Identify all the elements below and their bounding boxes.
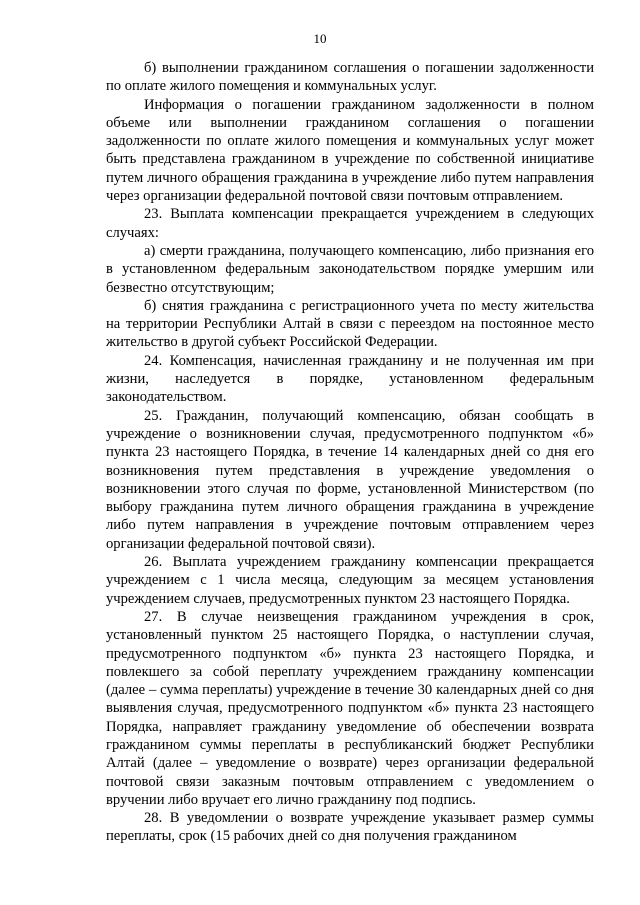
paragraph-24-inheritance: 24. Компенсация, начисленная гражданину и не полученная им при жизни, наследуется в порядке, установленном федеральным законодательством.: [106, 352, 594, 406]
paragraph-debt-information: Информация о погашении гражданином задолженности в полном объеме или выполнении гражданином соглашения о погашении задолженности по оплате жилого помещения и коммунальных услуг может быть представлена гражданином в учреждение по собственной инициативе путем личного обращения гражданина в учреждение либо путем направления через организации федеральной почтовой связи почтовым отправлением.: [106, 96, 594, 205]
paragraph-28-return-notice: 28. В уведомлении о возврате учреждение указывает размер суммы переплаты, срок (15 рабочих дней со дня получения гражданином: [106, 810, 594, 845]
page-number: 10: [313, 31, 327, 46]
paragraph-23-termination: 23. Выплата компенсации прекращается учреждением в следующих случаях:: [106, 206, 594, 241]
paragraph-23-subitem-b: б) снятия гражданина с регистрационного учета по месту жительства на территории Республики Алтай в связи с переездом на постоянное место жительство в другой субъект Российской Федерации.: [106, 297, 594, 351]
body-text: [106, 59, 594, 846]
paragraph-23-subitem-a: а) смерти гражданина, получающего компенсацию, либо признания его в установленном федеральным законодательством порядке умершим или безвестно отсутствующим;: [106, 242, 594, 296]
paragraph-26-payment-stop: 26. Выплата учреждением гражданину компенсации прекращается учреждением с 1 числа месяца, следующим за месяцем установления учреждением случаев, предусмотренных пунктом 23 настоящего Порядка.: [106, 554, 594, 607]
paragraph-25-notification: 25. Гражданин, получающий компенсацию, обязан сообщать в учреждение о возникновении случая, предусмотренного подпунктом «б» пункта 23 настоящего Порядка, в течение 14 календарных дней со дня его возникновения путем представления в учреждение уведомления о возникновении этого случая по форме, установленной Министерством (по выбору гражданина путем личного обращения гражданина в учреждение либо путем направления в учреждение почтовым отправлением через организации федеральной почтовой связи).: [106, 407, 594, 552]
paragraph-subitem-b-agreement: б) выполнении гражданином соглашения о погашении задолженности по оплате жилого помещения и коммунальных услуг.: [106, 60, 594, 95]
paragraph-27-overpayment: 27. В случае неизвещения гражданином учреждения в срок, установленный пунктом 25 настоящего Порядка, о наступлении случая, предусмотренного подпунктом «б» пункта 23 настоящего Порядка, и повлекшего за собой переплату учреждением гражданину компенсации (далее – сумма переплаты) учреждение в течение 30 календарных дней со дня выявления случая, предусмотренного подпунктом «б» пункта 23 настоящего Порядка, направляет гражданину уведомление об обеспечении возврата гражданином суммы переплаты в республиканский бюджет Республики Алтай (далее – уведомление о возврате) через организации федеральной почтовой связи заказным почтовым отправлением с уведомлением о вручении либо вручает его лично гражданину под подпись.: [106, 608, 594, 808]
